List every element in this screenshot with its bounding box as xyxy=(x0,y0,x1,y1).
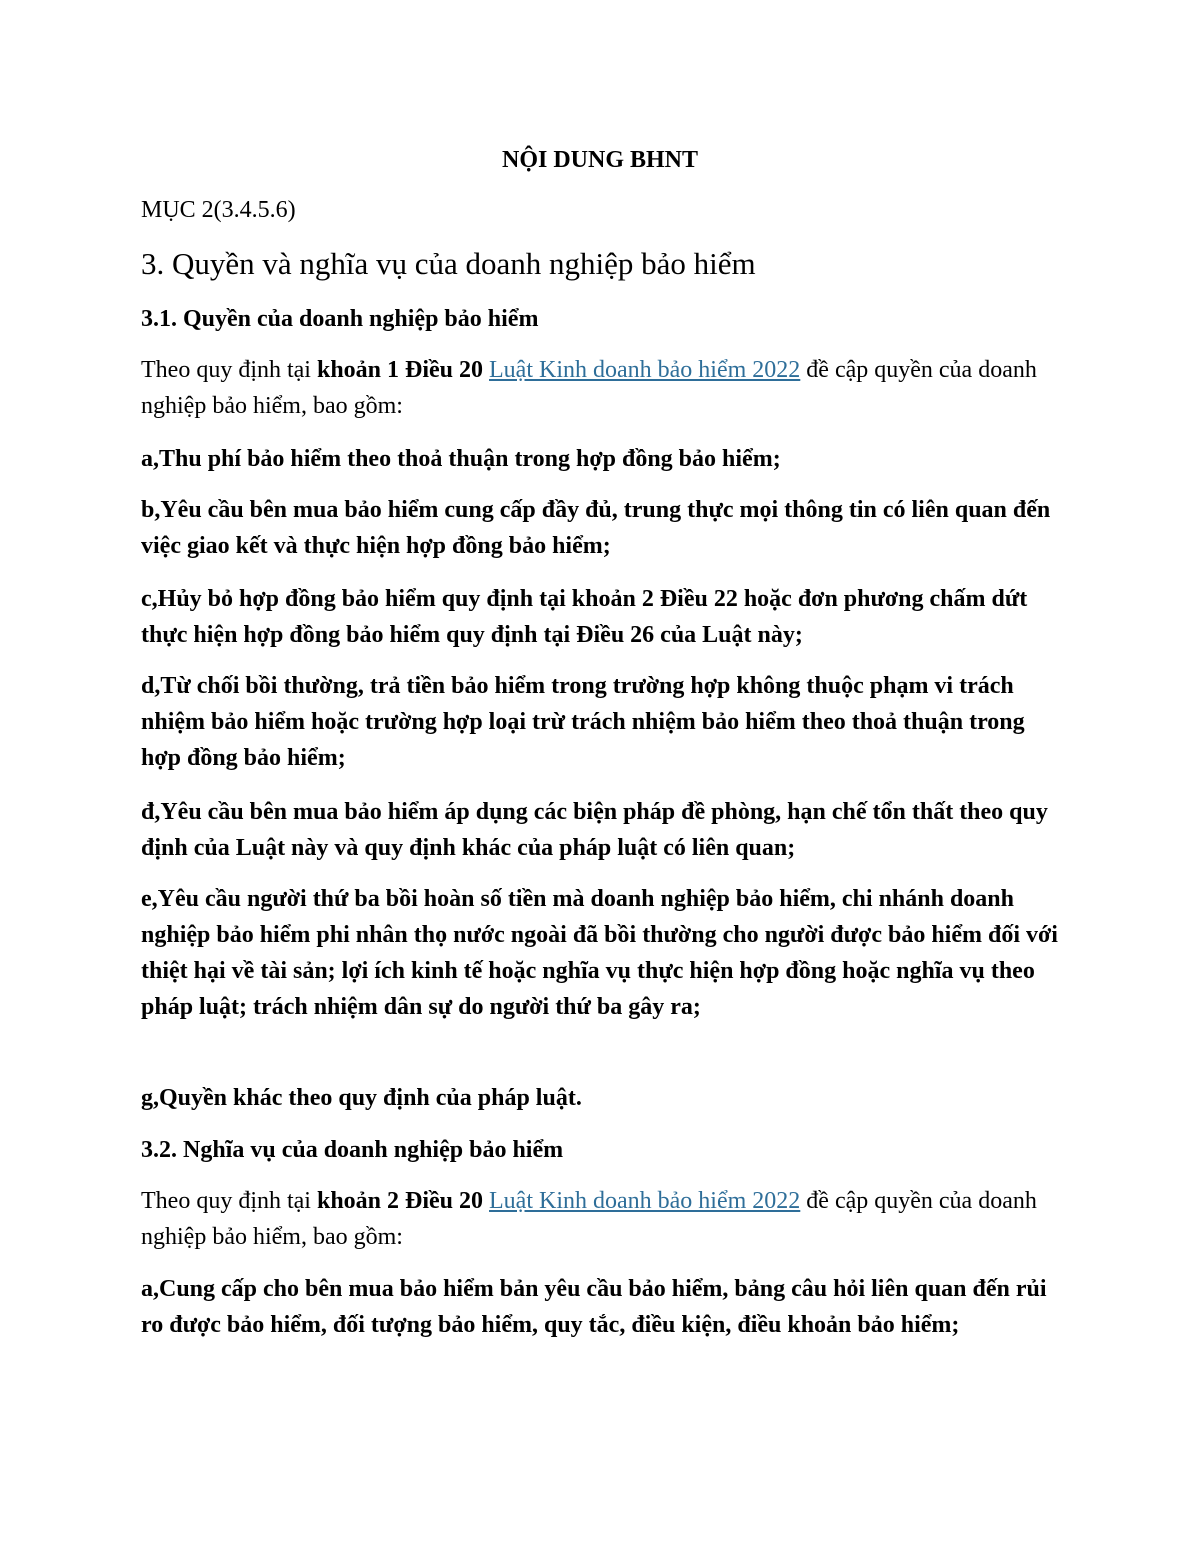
intro-suffix: đề cập quyền của doanh nghiệp bảo hiểm, bao gồm: xyxy=(141,1188,1037,1250)
duties-item-a: a,Cung cấp cho bên mua bảo hiểm bản yêu cầu bảo hiểm, bảng câu hỏi liên quan đến rủi ro được bảo hiểm, đối tượng bảo hiểm, quy tắc, điều kiện, điều khoản bảo hiểm; xyxy=(141,1276,1047,1338)
intro-suffix: đề cập quyền của doanh nghiệp bảo hiểm, bao gồm: xyxy=(141,357,1037,419)
law-link[interactable]: Luật Kinh doanh bảo hiểm 2022 xyxy=(489,357,801,383)
heading-3-2: 3.2. Nghĩa vụ của doanh nghiệp bảo hiểm xyxy=(141,1137,564,1163)
rights-item-c: c,Hủy bỏ hợp đồng bảo hiểm quy định tại khoản 2 Điều 22 hoặc đơn phương chấm dứt thực hiện hợp đồng bảo hiểm quy định tại Điều 26 của Luật này; xyxy=(141,586,1028,648)
heading-3-1: 3.1. Quyền của doanh nghiệp bảo hiểm xyxy=(141,306,539,332)
law-link[interactable]: Luật Kinh doanh bảo hiểm 2022 xyxy=(489,1188,801,1214)
rights-item-d: d,Từ chối bồi thường, trả tiền bảo hiểm trong trường hợp không thuộc phạm vi trách nhiệm bảo hiểm hoặc trường hợp loại trừ trách nhiệm bảo hiểm theo thoả thuận trong hợp đồng bảo hiểm; xyxy=(141,673,1025,771)
section-label: MỤC 2(3.4.5.6) xyxy=(141,197,296,223)
intro-paragraph-3-2 xyxy=(141,1183,1061,1255)
intro-article-ref: khoản 2 Điều 20 xyxy=(316,1188,484,1214)
rights-item-b: b,Yêu cầu bên mua bảo hiểm cung cấp đầy đủ, trung thực mọi thông tin có liên quan đến việc giao kết và thực hiện hợp đồng bảo hiểm; xyxy=(141,497,1051,559)
intro-prefix: Theo quy định tại xyxy=(141,1188,317,1214)
heading-3: 3. Quyền và nghĩa vụ của doanh nghiệp bảo hiểm xyxy=(141,246,756,281)
intro-article-ref: khoản 1 Điều 20 xyxy=(316,357,484,383)
rights-item-e: e,Yêu cầu người thứ ba bồi hoàn số tiền mà doanh nghiệp bảo hiểm, chi nhánh doanh nghiệp bảo hiểm phi nhân thọ nước ngoài đã bồi thường cho người được bảo hiểm đối với thiệt hại về tài sản; lợi ích kinh tế hoặc nghĩa vụ thực hiện hợp đồng hoặc nghĩa vụ theo pháp luật; trách nhiệm dân sự do người thứ ba gây ra; xyxy=(141,886,1058,1020)
document-title: NỘI DUNG BHNT xyxy=(501,147,699,173)
rights-item-dd: đ,Yêu cầu bên mua bảo hiểm áp dụng các biện pháp đề phòng, hạn chế tổn thất theo quy định của Luật này và quy định khác của pháp luật có liên quan; xyxy=(141,799,1048,861)
intro-prefix: Theo quy định tại xyxy=(141,357,317,383)
intro-paragraph-3-1 xyxy=(141,352,1061,424)
rights-item-a: a,Thu phí bảo hiểm theo thoả thuận trong hợp đồng bảo hiểm; xyxy=(141,446,781,472)
rights-item-g: g,Quyền khác theo quy định của pháp luật. xyxy=(141,1085,582,1111)
